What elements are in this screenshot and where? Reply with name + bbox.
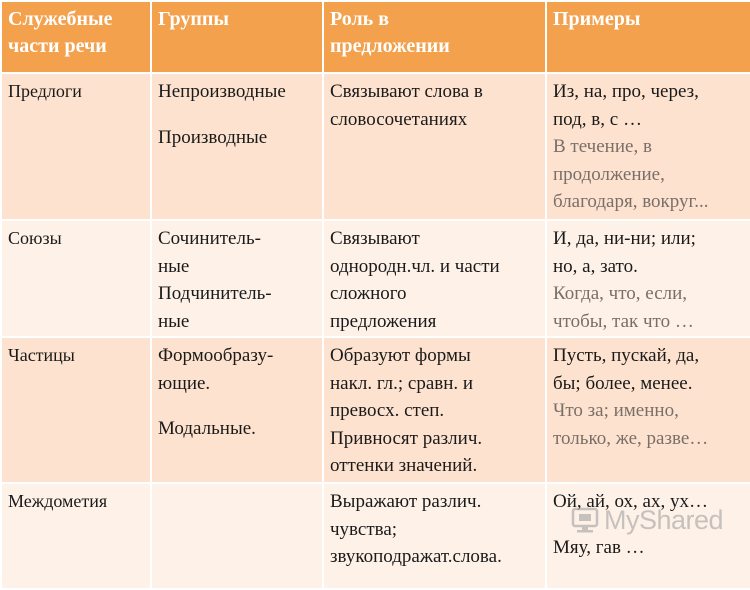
header-role-line-1: Роль в <box>330 8 390 30</box>
role-line: словосочетаниях <box>330 108 468 130</box>
watermark-text: MyShared <box>604 504 724 535</box>
part-name: Союзы <box>8 228 62 248</box>
part-name: Междометия <box>8 491 108 511</box>
role-line: Привносят различ. <box>330 427 483 449</box>
example-line: Пусть, пускай, да, <box>553 345 700 366</box>
example-line: Мяу, гав … <box>553 536 645 558</box>
myshared-logo-icon <box>570 505 600 535</box>
cell-part <box>1 337 151 483</box>
header-groups <box>151 1 323 73</box>
role-line: накл. гл.; сравн. и <box>330 372 474 394</box>
group-line: Подчинитель- <box>158 283 272 304</box>
part-name: Предлоги <box>8 81 82 101</box>
table-row <box>1 73 750 220</box>
example-line-secondary: только, же, разве… <box>553 427 709 449</box>
example-line: но, а, зато. <box>553 255 638 277</box>
cell-part <box>1 483 151 589</box>
role-line: однородн.чл. и части <box>330 255 500 277</box>
header-examples <box>546 1 750 73</box>
cell-examples <box>546 220 750 337</box>
group-line: Непроизводные <box>158 81 286 102</box>
table-row <box>1 337 750 483</box>
header-role-line-2: предложении <box>330 35 450 57</box>
example-line-secondary: Когда, что, если, <box>553 283 688 304</box>
cell-groups <box>151 483 323 589</box>
cell-role <box>323 73 546 220</box>
header-part-line-1: Служебные <box>8 8 113 30</box>
header-part <box>1 1 151 73</box>
example-line: Из, на, про, через, <box>553 81 699 102</box>
role-line: чувства; <box>330 518 398 540</box>
cell-groups <box>151 73 323 220</box>
group-line: ные <box>158 310 190 332</box>
cell-examples <box>546 337 750 483</box>
example-line: под, в, с … <box>553 108 642 130</box>
example-line-secondary: чтобы, так что … <box>553 310 694 332</box>
example-line-secondary: В течение, в <box>553 136 652 157</box>
header-groups-line-1: Группы <box>158 8 229 30</box>
cell-groups <box>151 337 323 483</box>
role-line: превосх. степ. <box>330 400 445 421</box>
header-part-line-2: части речи <box>8 35 107 57</box>
example-line-secondary: продолжение, <box>553 163 665 185</box>
cell-role <box>323 483 546 589</box>
group-line: Формообразу- <box>158 345 274 366</box>
role-line: Выражают различ. <box>330 491 482 512</box>
group-line: Модальные. <box>158 418 256 439</box>
role-line: оттенки значений. <box>330 455 478 476</box>
role-line: предложения <box>330 310 437 332</box>
header-row <box>1 1 750 73</box>
header-role <box>323 1 546 73</box>
role-line: звукоподражат.слова. <box>330 546 502 567</box>
example-line: Ой, ай, ох, ах, ух… <box>553 491 708 512</box>
part-name: Частицы <box>8 345 75 365</box>
role-line: Образуют формы <box>330 345 471 366</box>
example-line: И, да, ни-ни; или; <box>553 228 696 249</box>
group-line: ные <box>158 255 190 277</box>
cell-examples <box>546 73 750 220</box>
group-line: Производные <box>158 126 268 148</box>
example-line-secondary: благодаря, вокруг... <box>553 191 709 212</box>
cell-role <box>323 337 546 483</box>
role-line: Связывают слова в <box>330 81 483 102</box>
role-line: Связывают <box>330 228 420 249</box>
cell-groups <box>151 220 323 337</box>
role-line: сложного <box>330 283 407 304</box>
myshared-watermark <box>570 503 723 537</box>
table-row <box>1 220 750 337</box>
group-line: ющие. <box>158 372 211 394</box>
group-line: Сочинитель- <box>158 228 261 249</box>
header-examples-line-1: Примеры <box>553 8 641 30</box>
cell-part <box>1 220 151 337</box>
cell-role <box>323 220 546 337</box>
cell-part <box>1 73 151 220</box>
example-line: бы; более, менее. <box>553 372 693 394</box>
example-line-secondary: Что за; именно, <box>553 400 679 421</box>
